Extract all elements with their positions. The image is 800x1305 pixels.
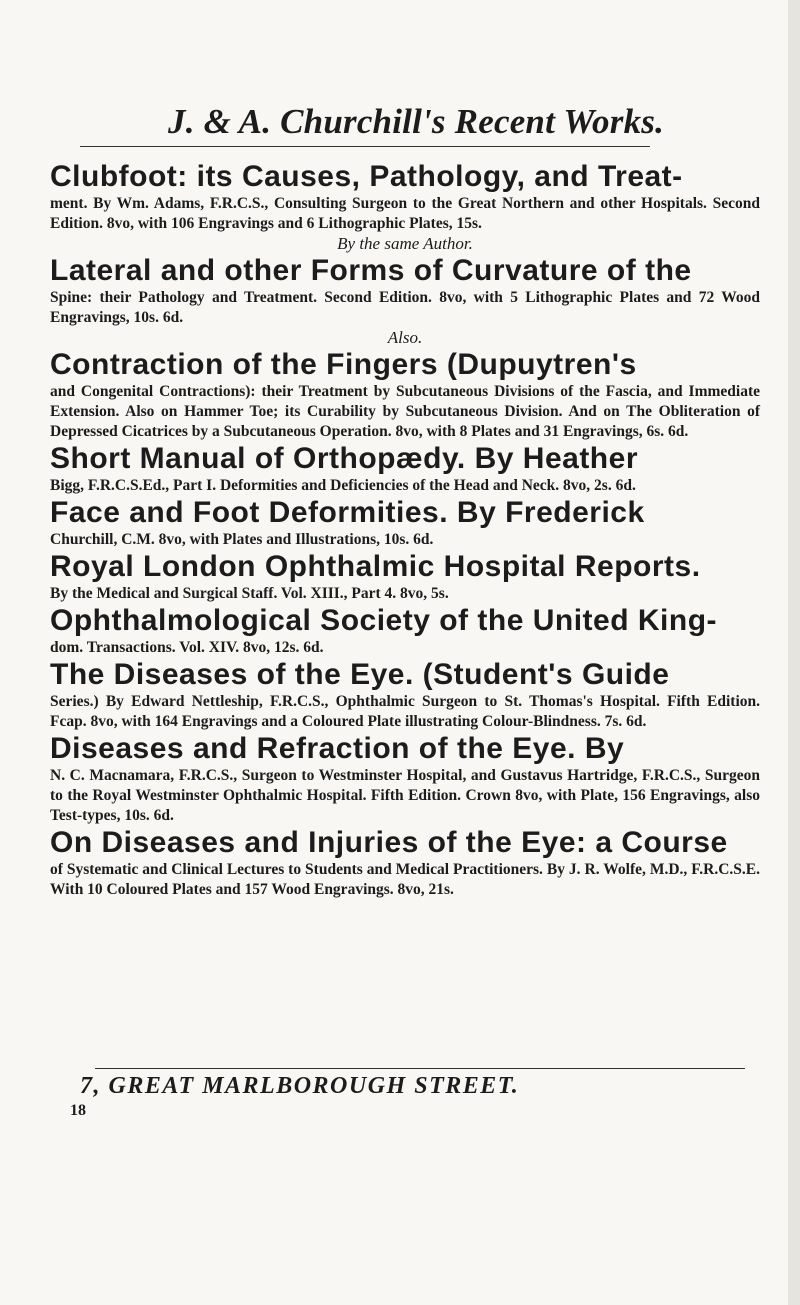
catalogue-entry: [50, 550, 760, 604]
footer-rule: [95, 1068, 745, 1069]
catalogue-entry: [50, 826, 760, 900]
entry-description: By the Medical and Surgical Staff. Vol. XIII., Part 4. 8vo, 5s.: [50, 585, 449, 602]
entry-description: ment. By Wm. Adams, F.R.C.S., Consulting Surgeon to the Great Northern and other Hospitals. Second Edition. 8vo, with 106 Engravings and 6 Lithographic Plates, 15s.: [50, 195, 760, 232]
catalogue-entry: [50, 604, 760, 658]
entry-title: Ophthalmological Society of the United King-: [50, 604, 718, 637]
catalogue-entry: [50, 160, 760, 234]
entry-title: Face and Foot Deformities. By Frederick: [50, 496, 645, 529]
catalogue-entry: [50, 658, 760, 732]
catalogue-entry: [50, 254, 760, 328]
entry-separator: Also.: [387, 328, 423, 347]
entry-description: Series.) By Edward Nettleship, F.R.C.S., Ophthalmic Surgeon to St. Thomas's Hospital. Fifth Edition. Fcap. 8vo, with 164 Engravings and a Coloured Plate illustrating Colour-Blindness. 7s. 6d.: [50, 693, 760, 730]
entry-title: Lateral and other Forms of Curvature of the: [50, 254, 692, 287]
entry-description: Spine: their Pathology and Treatment. Second Edition. 8vo, with 5 Lithographic Plates and 72 Wood Engravings, 10s. 6d.: [50, 289, 760, 326]
publisher-address: 7, GREAT MARLBOROUGH STREET.: [80, 1073, 520, 1099]
entry-title: The Diseases of the Eye. (Student's Guide: [50, 658, 670, 691]
catalogue-entry: [50, 348, 760, 442]
entry-title: Contraction of the Fingers (Dupuytren's: [50, 348, 637, 381]
entry-description: N. C. Macnamara, F.R.C.S., Surgeon to Westminster Hospital, and Gustavus Hartridge, F.R.C.S., Surgeon to the Royal Westminster Ophthalmic Hospital. Fifth Edition. Crown 8vo, with Plate, 156 Engravings, also Test-types, 10s. 6d.: [50, 767, 760, 824]
header-rule: [80, 146, 650, 147]
catalogue-list: [50, 160, 760, 900]
entry-description: and Congenital Contractions): their Treatment by Subcutaneous Divisions of the Fascia, and Immediate Extension. Also on Hammer Toe; its Curability by Subcutaneous Division. And on The Obliteration of Depressed Cicatrices by a Subcutaneous Operation. 8vo, with 8 Plates and 31 Engravings, 6s. 6d.: [50, 383, 760, 440]
catalogue-entry: [50, 496, 760, 550]
entry-title: Diseases and Refraction of the Eye. By: [50, 732, 625, 765]
page-edge: [788, 0, 800, 1305]
entry-title: Short Manual of Orthopædy. By Heather: [50, 442, 638, 475]
entry-separator: By the same Author.: [337, 234, 473, 253]
running-header: J. & A. Churchill's Recent Works.: [168, 102, 665, 141]
entry-description: dom. Transactions. Vol. XIV. 8vo, 12s. 6d.: [50, 639, 324, 656]
entry-title: On Diseases and Injuries of the Eye: a Course: [50, 826, 728, 859]
entry-description: Bigg, F.R.C.S.Ed., Part I. Deformities and Deficiencies of the Head and Neck. 8vo, 2s. 6d.: [50, 477, 636, 494]
entry-title: Royal London Ophthalmic Hospital Reports.: [50, 550, 701, 583]
catalogue-entry: [50, 732, 760, 826]
page-number: 18: [70, 1102, 86, 1119]
catalogue-entry: [50, 442, 760, 496]
entry-description: Churchill, C.M. 8vo, with Plates and Illustrations, 10s. 6d.: [50, 531, 434, 548]
entry-description: of Systematic and Clinical Lectures to Students and Medical Practitioners. By J. R. Wolfe, M.D., F.R.C.S.E. With 10 Coloured Plates and 157 Wood Engravings. 8vo, 21s.: [50, 861, 760, 898]
entry-title: Clubfoot: its Causes, Pathology, and Treat-: [50, 160, 683, 193]
